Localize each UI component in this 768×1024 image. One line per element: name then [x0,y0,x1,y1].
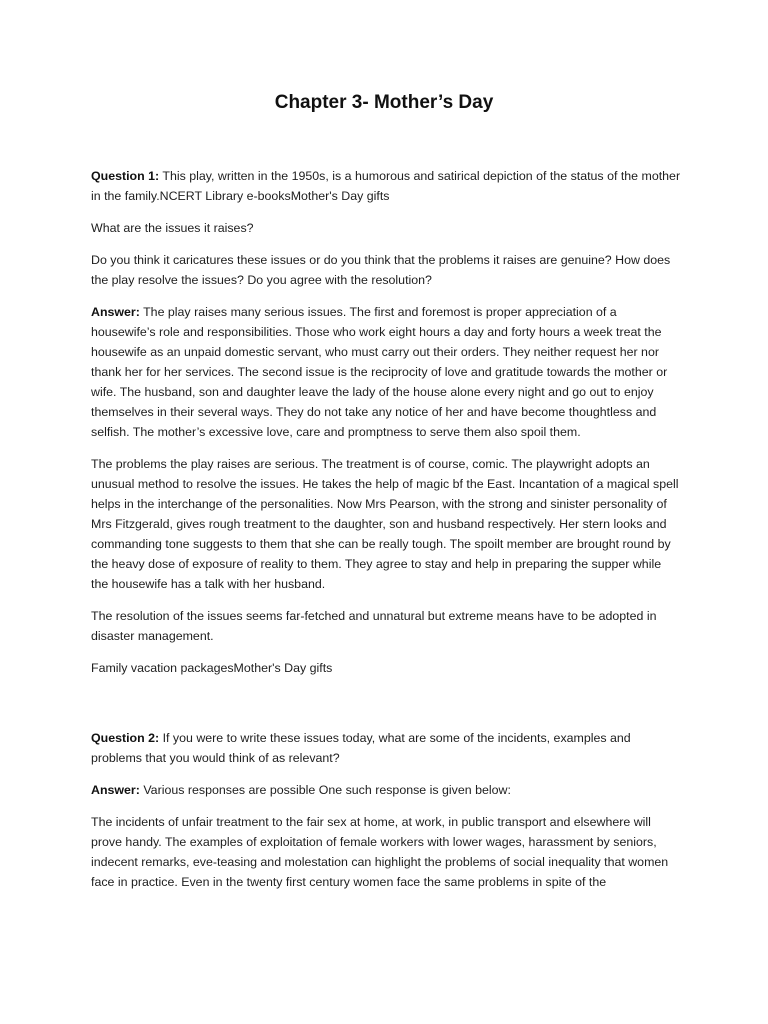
document-body [91,166,681,904]
question-1-subquestion-2: Do you think it caricatures these issues or do you think that the problems it raises are genuine? How does the play resolve the issues? Do you agree with the resolution? [91,253,671,287]
answer-1-paragraph-2: The problems the play raises are serious. The treatment is of course, comic. The playwright adopts an unusual method to resolve the issues. He takes the help of magic bf the East. Incantation of a magical spell helps in the interchange of the personalities. Now Mrs Pearson, with the strong and sinister personality of Mrs Fitzgerald, gives rough treatment to the daughter, son and husband respectively. Her stern looks and commanding tone suggests to them that she can be really tough. The spoilt member are brought round by the heavy dose of exposure of reality to them. They agree to stay and help in preparing the supper while the housewife has a talk with her husband. [91,457,679,591]
question-2-text: If you were to write these issues today, what are some of the incidents, examples and problems that you would think of as relevant? [91,731,631,765]
answer-2-text: Various responses are possible One such response is given below: [139,783,511,797]
ad-text-line: Family vacation packagesMother's Day gifts [91,661,333,675]
question-1-subquestion-1: What are the issues it raises? [91,221,254,235]
answer-1-label: Answer: [91,305,140,319]
answer-1-text: The play raises many serious issues. The first and foremost is proper appreciation of a housewife’s role and responsibilities. Those who work eight hours a day and forty hours a week treat the housewife as an unpaid domestic servant, who must carry out their orders. They neither request her nor thank her for her services. The second issue is the reciprocity of love and gratitude towards the mother or wife. The husband, son and daughter leave the lady of the house alone every night and go out to enjoy themselves in their several ways. They do not take any notice of her and have become thoughtless and selfish. The mother’s excessive love, care and promptness to serve them also spoil them. [91,305,668,439]
answer-1-paragraph-3: The resolution of the issues seems far-fetched and unnatural but extreme means have to be adopted in disaster management. [91,609,657,643]
answer-2-label: Answer: [91,783,140,797]
question-1-label: Question 1: [91,169,160,183]
question-1-text: This play, written in the 1950s, is a humorous and satirical depiction of the status of the mother in the family.NCERT Library e-booksMother's Day gifts [91,169,681,203]
answer-1-paragraph [91,302,681,442]
question-2-paragraph [91,728,681,768]
answer-2-paragraph [91,780,681,800]
question-1-paragraph [91,166,681,206]
page-title: Chapter 3- Mother’s Day [274,92,494,113]
answer-2-paragraph-2: The incidents of unfair treatment to the fair sex at home, at work, in public transport and elsewhere will prove handy. The examples of exploitation of female workers with lower wages, harassment by seniors, indecent remarks, eve-teasing and molestation can highlight the problems of social inequality that women face in practice. Even in the twenty first century women face the same problems in spite of the [91,815,669,889]
question-2-label: Question 2: [91,731,160,745]
